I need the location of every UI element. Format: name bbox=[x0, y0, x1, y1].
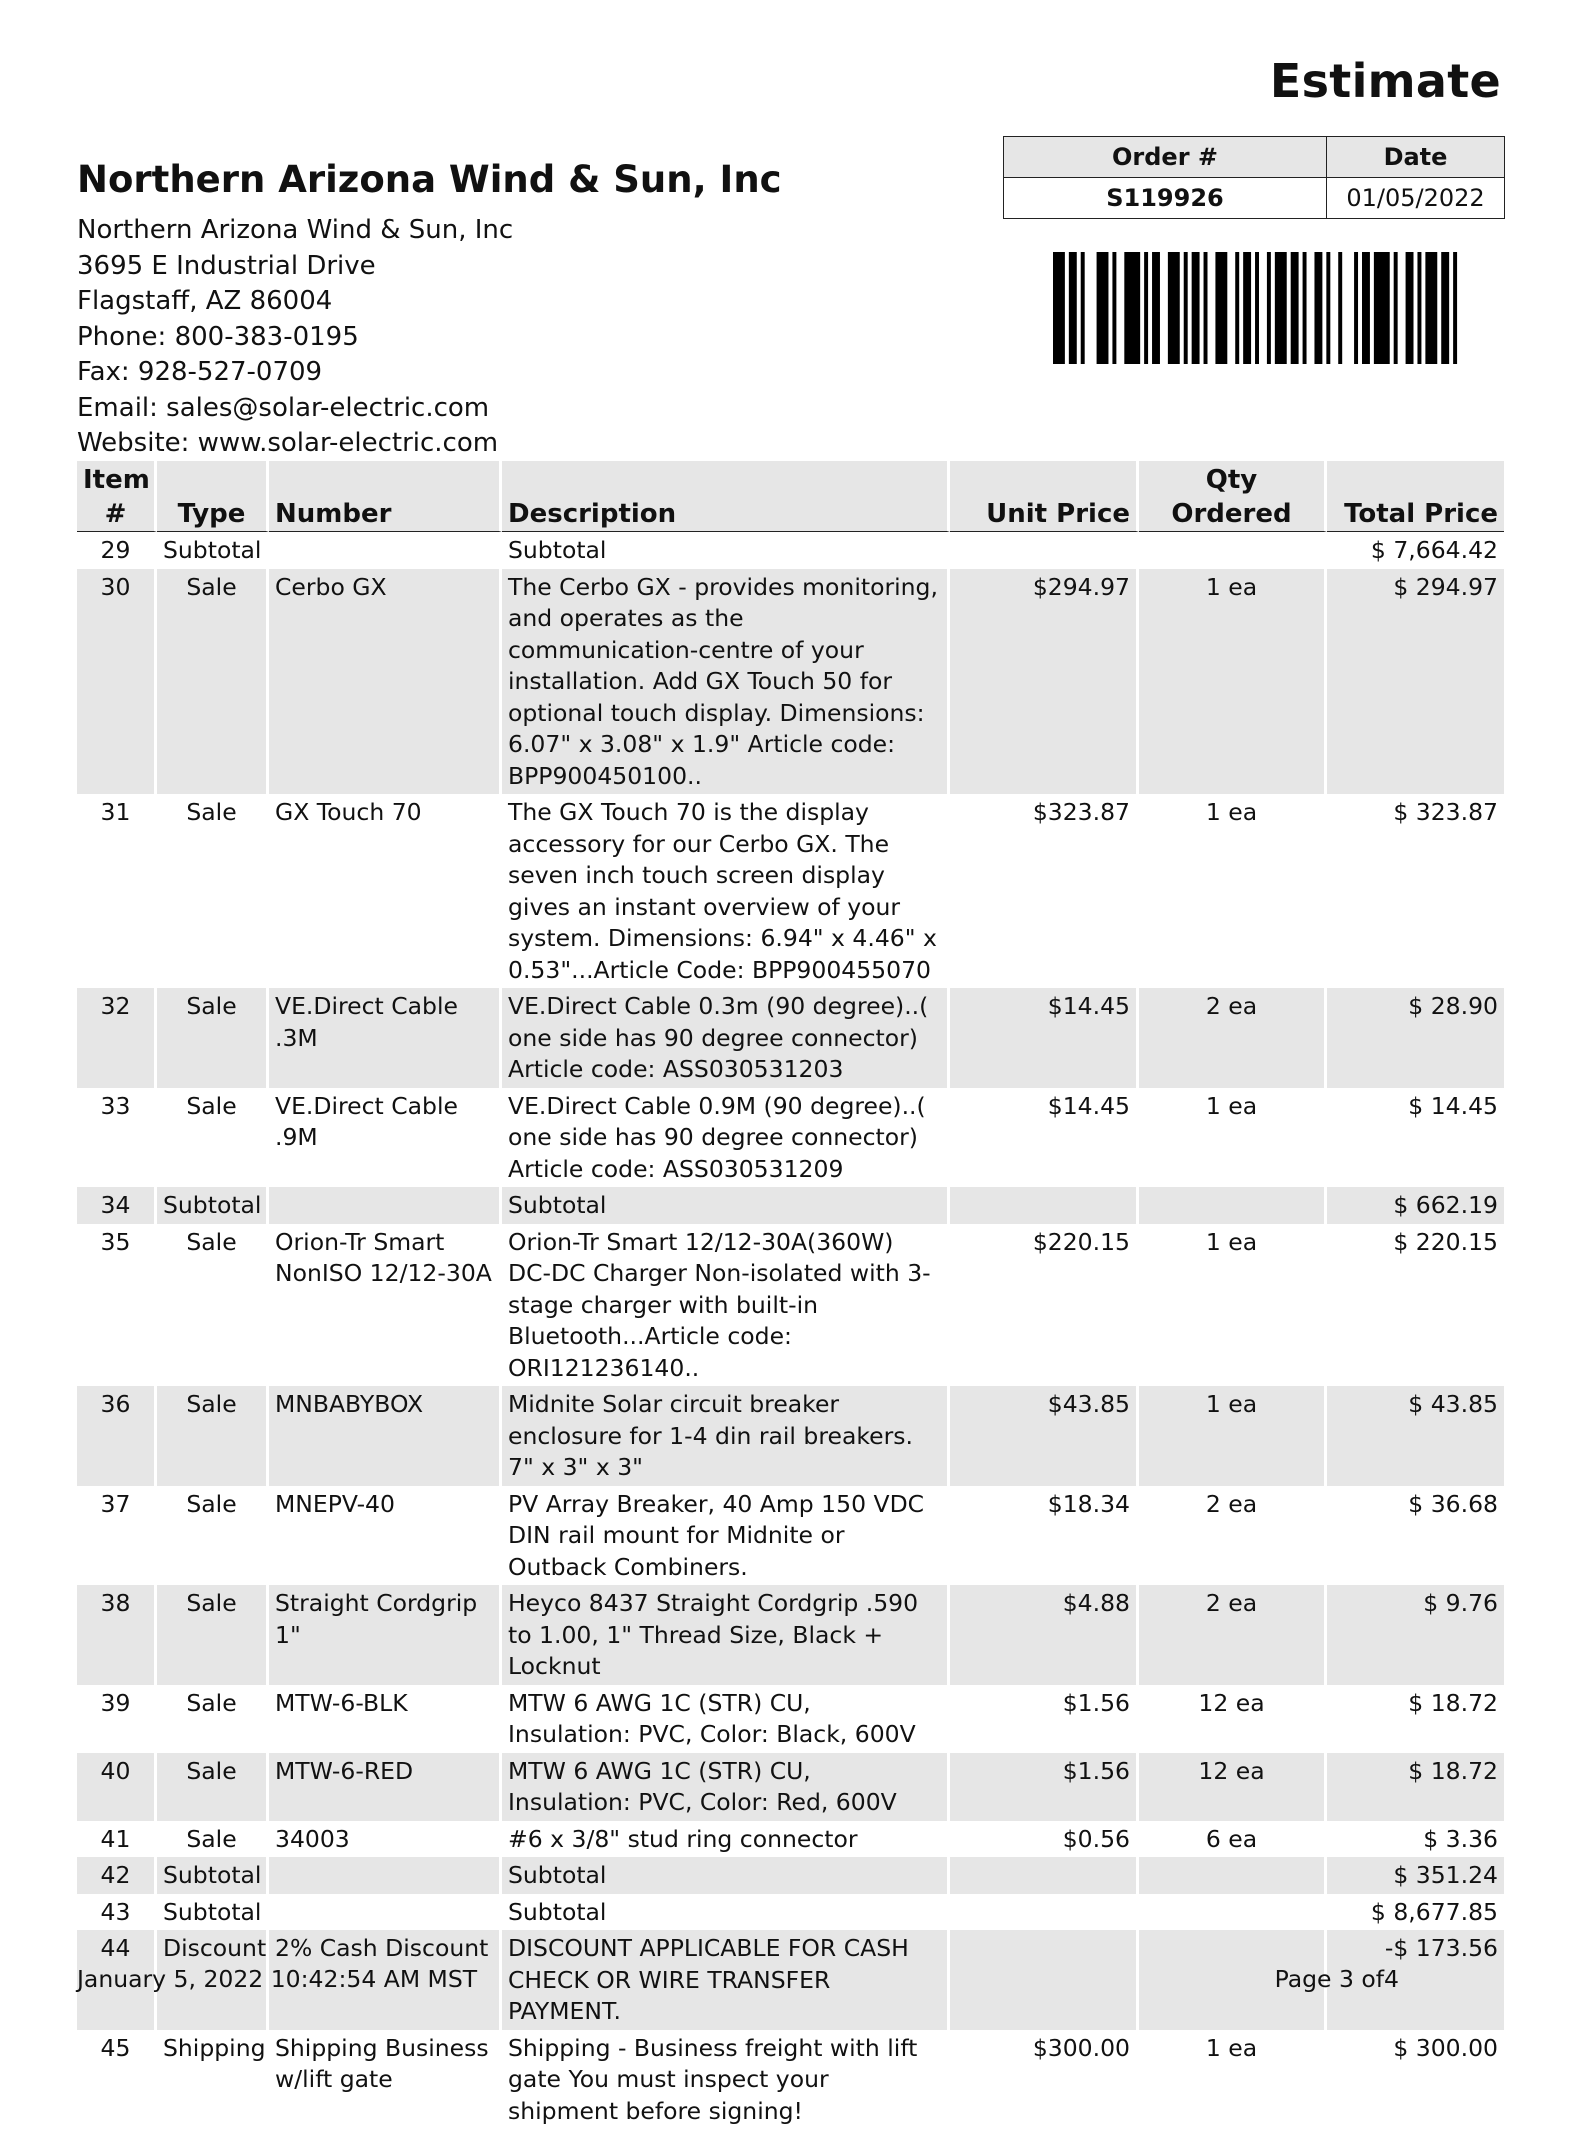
cell-description: The Cerbo GX - provides monitoring, and operates as the communication-centre of your installation. Add GX Touch 50 for optional touch display. Dimensions: 6.07" x 3.08" x 1.9" Article code: BPP900450100.. bbox=[502, 569, 950, 795]
cell-unit-price bbox=[950, 1187, 1139, 1224]
cell-qty: 1 ea bbox=[1139, 1386, 1327, 1486]
cell-description: Orion-Tr Smart 12/12-30A(360W) DC-DC Charger Non-isolated with 3-stage charger with built-in Bluetooth...Article code: ORI121236140.. bbox=[502, 1224, 950, 1387]
table-row bbox=[77, 1857, 1504, 1894]
barcode-bar bbox=[1453, 252, 1457, 364]
cell-type: Subtotal bbox=[157, 1894, 269, 1931]
table-row bbox=[77, 794, 1504, 988]
cell-total: $ 28.90 bbox=[1327, 988, 1504, 1088]
cell-unit-price: $18.34 bbox=[950, 1486, 1139, 1586]
cell-description: Subtotal bbox=[502, 532, 950, 569]
cell-type: Sale bbox=[157, 1386, 269, 1486]
cell-item: 34 bbox=[77, 1187, 157, 1224]
barcode-bar bbox=[1144, 252, 1148, 364]
header-qty: Qty Ordered bbox=[1139, 461, 1327, 532]
cell-description: Shipping - Business freight with lift gate You must inspect your shipment before signing! bbox=[502, 2030, 950, 2129]
cell-total: $ 7,664.42 bbox=[1327, 532, 1504, 569]
barcode-bar bbox=[1053, 252, 1065, 364]
cell-number bbox=[269, 1857, 502, 1894]
cell-number: MTW-6-RED bbox=[269, 1753, 502, 1821]
barcode-bar bbox=[1291, 252, 1299, 364]
cell-item: 40 bbox=[77, 1753, 157, 1821]
company-city: Flagstaff, AZ 86004 bbox=[77, 284, 797, 320]
cell-item: 35 bbox=[77, 1224, 157, 1387]
barcode-bar bbox=[1441, 252, 1449, 364]
cell-number: Cerbo GX bbox=[269, 569, 502, 795]
cell-number: MNEPV-40 bbox=[269, 1486, 502, 1586]
header-type: Type bbox=[157, 461, 269, 532]
cell-unit-price: $0.56 bbox=[950, 1821, 1139, 1858]
cell-qty: 2 ea bbox=[1139, 1585, 1327, 1685]
cell-total: $ 3.36 bbox=[1327, 1821, 1504, 1858]
cell-qty: 2 ea bbox=[1139, 988, 1327, 1088]
cell-item: 43 bbox=[77, 1894, 157, 1931]
barcode-bar bbox=[1152, 252, 1160, 364]
cell-total: $ 14.45 bbox=[1327, 1088, 1504, 1188]
date-header: Date bbox=[1327, 137, 1505, 178]
cell-type: Sale bbox=[157, 1585, 269, 1685]
cell-item: 45 bbox=[77, 2030, 157, 2129]
cell-total: $ 36.68 bbox=[1327, 1486, 1504, 1586]
cell-qty bbox=[1139, 1857, 1327, 1894]
cell-number: 34003 bbox=[269, 1821, 502, 1858]
header-description: Description bbox=[502, 461, 950, 532]
barcode-bar bbox=[1417, 252, 1421, 364]
cell-qty bbox=[1139, 1894, 1327, 1931]
cell-type: Sale bbox=[157, 1486, 269, 1586]
table-row bbox=[77, 1224, 1504, 1387]
cell-total: $ 9.76 bbox=[1327, 1585, 1504, 1685]
cell-total: $ 18.72 bbox=[1327, 1753, 1504, 1821]
cell-qty: 1 ea bbox=[1139, 794, 1327, 988]
company-address: 3695 E Industrial Drive bbox=[77, 249, 797, 285]
company-name: Northern Arizona Wind & Sun, Inc bbox=[77, 158, 797, 201]
cell-total: -$ 173.56 bbox=[1327, 1930, 1504, 2030]
cell-total: $ 18.72 bbox=[1327, 1685, 1504, 1753]
table-row bbox=[77, 1486, 1504, 1586]
company-fax: Fax: 928-527-0709 bbox=[77, 355, 797, 391]
company-name-line: Northern Arizona Wind & Sun, Inc bbox=[77, 213, 797, 249]
barcode-bar bbox=[1192, 252, 1200, 364]
cell-number: VE.Direct Cable .9M bbox=[269, 1088, 502, 1188]
cell-type: Sale bbox=[157, 569, 269, 795]
cell-qty: 12 ea bbox=[1139, 1753, 1327, 1821]
cell-type: Sale bbox=[157, 794, 269, 988]
cell-description: MTW 6 AWG 1C (STR) CU, Insulation: PVC, Color: Red, 600V bbox=[502, 1753, 950, 1821]
barcode-bar bbox=[1275, 252, 1287, 364]
cell-qty: 6 ea bbox=[1139, 1821, 1327, 1858]
cell-item: 33 bbox=[77, 1088, 157, 1188]
header-number: Number bbox=[269, 461, 502, 532]
cell-type: Sale bbox=[157, 1821, 269, 1858]
cell-unit-price bbox=[950, 532, 1139, 569]
header-total: Total Price bbox=[1327, 461, 1504, 532]
cell-type: Subtotal bbox=[157, 1857, 269, 1894]
table-row bbox=[77, 569, 1504, 795]
cell-description: Heyco 8437 Straight Cordgrip .590 to 1.00, 1" Thread Size, Black + Locknut bbox=[502, 1585, 950, 1685]
cell-description: Subtotal bbox=[502, 1857, 950, 1894]
cell-number: Orion-Tr Smart NonISO 12/12-30A bbox=[269, 1224, 502, 1387]
cell-type: Sale bbox=[157, 1685, 269, 1753]
cell-type: Discount bbox=[157, 1930, 269, 2030]
cell-total: $ 323.87 bbox=[1327, 794, 1504, 988]
cell-type: Subtotal bbox=[157, 1187, 269, 1224]
barcode-bar bbox=[1394, 252, 1398, 364]
order-date: 01/05/2022 bbox=[1327, 178, 1505, 219]
cell-item: 29 bbox=[77, 532, 157, 569]
barcode-bar bbox=[1338, 252, 1342, 364]
cell-item: 36 bbox=[77, 1386, 157, 1486]
cell-qty: 12 ea bbox=[1139, 1685, 1327, 1753]
line-items-table bbox=[77, 461, 1504, 2129]
cell-unit-price: $1.56 bbox=[950, 1685, 1139, 1753]
barcode-bar bbox=[1243, 252, 1251, 364]
cell-number: Straight Cordgrip 1" bbox=[269, 1585, 502, 1685]
cell-description: Midnite Solar circuit breaker enclosure for 1-4 din rail breakers. 7" x 3" x 3" bbox=[502, 1386, 950, 1486]
header-unit-price: Unit Price bbox=[950, 461, 1139, 532]
barcode-bar bbox=[1124, 252, 1140, 364]
cell-total: $ 662.19 bbox=[1327, 1187, 1504, 1224]
company-phone: Phone: 800-383-0195 bbox=[77, 320, 797, 356]
cell-unit-price bbox=[950, 1894, 1139, 1931]
barcode-bar bbox=[1168, 252, 1180, 364]
table-row bbox=[77, 1821, 1504, 1858]
barcode-bar bbox=[1267, 252, 1271, 364]
barcode-bar bbox=[1314, 252, 1322, 364]
cell-unit-price: $1.56 bbox=[950, 1753, 1139, 1821]
cell-total: $ 8,677.85 bbox=[1327, 1894, 1504, 1931]
table-row bbox=[77, 1894, 1504, 1931]
cell-unit-price bbox=[950, 1930, 1139, 2030]
order-number-header: Order # bbox=[1004, 137, 1327, 178]
cell-unit-price: $14.45 bbox=[950, 988, 1139, 1088]
cell-number: Shipping Business w/lift gate bbox=[269, 2030, 502, 2129]
cell-unit-price: $4.88 bbox=[950, 1585, 1139, 1685]
cell-number bbox=[269, 532, 502, 569]
table-row bbox=[77, 1386, 1504, 1486]
cell-type: Sale bbox=[157, 988, 269, 1088]
cell-number bbox=[269, 1894, 502, 1931]
table-header-row bbox=[77, 461, 1504, 532]
company-website: Website: www.solar-electric.com bbox=[77, 426, 797, 462]
table-row bbox=[77, 2030, 1504, 2129]
cell-unit-price: $323.87 bbox=[950, 794, 1139, 988]
table-row bbox=[77, 532, 1504, 569]
order-info-box bbox=[1003, 136, 1505, 219]
table-row bbox=[77, 1088, 1504, 1188]
barcode-bar bbox=[1354, 252, 1358, 364]
cell-item: 39 bbox=[77, 1685, 157, 1753]
barcode-bar bbox=[1425, 252, 1437, 364]
table-row bbox=[77, 1585, 1504, 1685]
barcode-bar bbox=[1326, 252, 1330, 364]
table-row bbox=[77, 1187, 1504, 1224]
cell-total: $ 351.24 bbox=[1327, 1857, 1504, 1894]
cell-item: 32 bbox=[77, 988, 157, 1088]
cell-description: VE.Direct Cable 0.9M (90 degree)..( one side has 90 degree connector) Article code: ASS030531209 bbox=[502, 1088, 950, 1188]
company-block bbox=[77, 158, 797, 462]
barcode-bar bbox=[1235, 252, 1239, 364]
cell-type: Sale bbox=[157, 1224, 269, 1387]
barcode-bar bbox=[1255, 252, 1259, 364]
barcode bbox=[1053, 252, 1465, 364]
cell-number: VE.Direct Cable .3M bbox=[269, 988, 502, 1088]
cell-unit-price bbox=[950, 1857, 1139, 1894]
cell-item: 31 bbox=[77, 794, 157, 988]
cell-unit-price: $43.85 bbox=[950, 1386, 1139, 1486]
order-number: S119926 bbox=[1004, 178, 1327, 219]
footer-page-number: Page 3 of4 bbox=[1275, 1965, 1399, 1993]
cell-qty: 1 ea bbox=[1139, 1224, 1327, 1387]
cell-description: Subtotal bbox=[502, 1894, 950, 1931]
cell-type: Sale bbox=[157, 1753, 269, 1821]
cell-number: MTW-6-BLK bbox=[269, 1685, 502, 1753]
cell-total: $ 220.15 bbox=[1327, 1224, 1504, 1387]
cell-description: Subtotal bbox=[502, 1187, 950, 1224]
cell-item: 30 bbox=[77, 569, 157, 795]
cell-type: Shipping bbox=[157, 2030, 269, 2129]
barcode-bar bbox=[1362, 252, 1370, 364]
barcode-bar bbox=[1303, 252, 1307, 364]
table-row bbox=[77, 1753, 1504, 1821]
barcode-bar bbox=[1069, 252, 1077, 364]
cell-number: GX Touch 70 bbox=[269, 794, 502, 988]
cell-unit-price: $300.00 bbox=[950, 2030, 1139, 2129]
cell-item: 44 bbox=[77, 1930, 157, 2030]
cell-number: MNBABYBOX bbox=[269, 1386, 502, 1486]
cell-item: 38 bbox=[77, 1585, 157, 1685]
barcode-bar bbox=[1184, 252, 1188, 364]
cell-qty bbox=[1139, 532, 1327, 569]
cell-item: 37 bbox=[77, 1486, 157, 1586]
cell-unit-price: $14.45 bbox=[950, 1088, 1139, 1188]
cell-number: 2% Cash Discount bbox=[269, 1930, 502, 2030]
barcode-bar bbox=[1374, 252, 1390, 364]
cell-qty: 1 ea bbox=[1139, 2030, 1327, 2129]
barcode-bar bbox=[1215, 252, 1227, 364]
cell-description: DISCOUNT APPLICABLE FOR CASH CHECK OR WIRE TRANSFER PAYMENT. bbox=[502, 1930, 950, 2030]
barcode-bar bbox=[1112, 252, 1116, 364]
cell-total: $ 43.85 bbox=[1327, 1386, 1504, 1486]
document-title: Estimate bbox=[1270, 54, 1501, 108]
cell-description: PV Array Breaker, 40 Amp 150 VDC DIN rail mount for Midnite or Outback Combiners. bbox=[502, 1486, 950, 1586]
company-email: Email: sales@solar-electric.com bbox=[77, 391, 797, 427]
cell-total: $ 300.00 bbox=[1327, 2030, 1504, 2129]
cell-item: 41 bbox=[77, 1821, 157, 1858]
table-row bbox=[77, 1685, 1504, 1753]
cell-description: MTW 6 AWG 1C (STR) CU, Insulation: PVC, Color: Black, 600V bbox=[502, 1685, 950, 1753]
barcode-bar bbox=[1406, 252, 1414, 364]
table-row bbox=[77, 988, 1504, 1088]
cell-number bbox=[269, 1187, 502, 1224]
cell-type: Subtotal bbox=[157, 532, 269, 569]
header-item: Item # bbox=[77, 461, 157, 532]
cell-type: Sale bbox=[157, 1088, 269, 1188]
barcode-bar bbox=[1097, 252, 1109, 364]
cell-total: $ 294.97 bbox=[1327, 569, 1504, 795]
barcode-bar bbox=[1081, 252, 1085, 364]
cell-qty: 1 ea bbox=[1139, 569, 1327, 795]
cell-unit-price: $294.97 bbox=[950, 569, 1139, 795]
cell-description: VE.Direct Cable 0.3m (90 degree)..( one side has 90 degree connector) Article code: ASS030531203 bbox=[502, 988, 950, 1088]
cell-description: #6 x 3/8" stud ring connector bbox=[502, 1821, 950, 1858]
cell-unit-price: $220.15 bbox=[950, 1224, 1139, 1387]
cell-qty: 1 ea bbox=[1139, 1088, 1327, 1188]
cell-qty: 2 ea bbox=[1139, 1486, 1327, 1586]
cell-item: 42 bbox=[77, 1857, 157, 1894]
barcode-bar bbox=[1204, 252, 1208, 364]
cell-qty bbox=[1139, 1187, 1327, 1224]
cell-description: The GX Touch 70 is the display accessory for our Cerbo GX. The seven inch touch screen display gives an instant overview of your system. Dimensions: 6.94" x 4.46" x 0.53"...Article Code: BPP900455070 bbox=[502, 794, 950, 988]
footer-timestamp: January 5, 2022 10:42:54 AM MST bbox=[77, 1965, 477, 1993]
